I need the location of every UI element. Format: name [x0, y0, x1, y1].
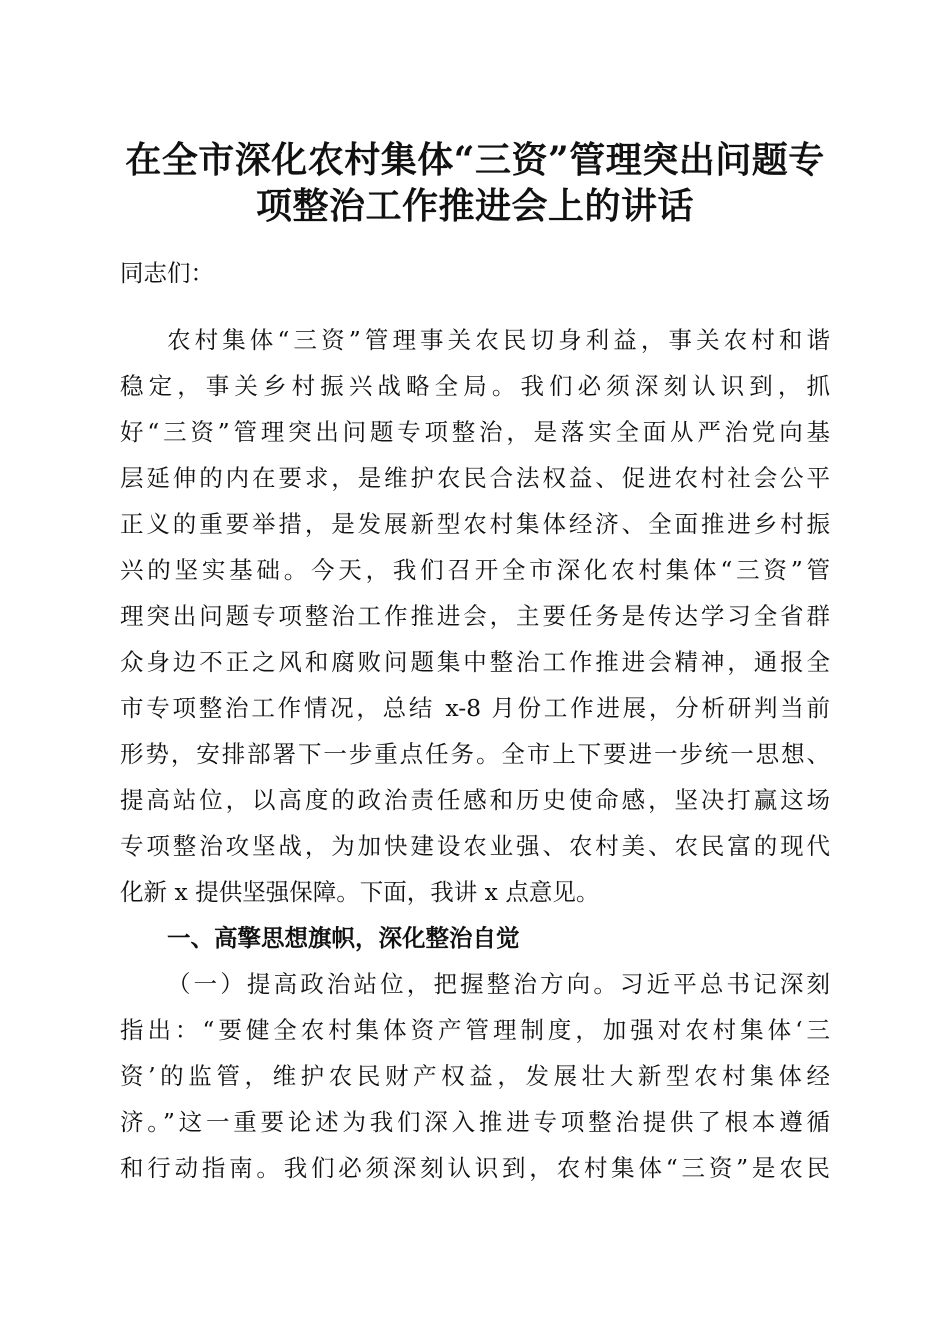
document-title-line-1: 在全市深化农村集体“三资”管理突出问题专 — [125, 139, 825, 181]
paragraph-1-line: 化新 x 提供坚强保障。下面，我讲 x 点意见。 — [120, 878, 600, 906]
paragraph-2-line: （一）提高政治站位，把握整治方向。习近平总书记深刻 — [167, 970, 830, 998]
paragraph-1-line: 农村集体“三资”管理事关农民切身利益，事关农村和谐 — [167, 326, 830, 354]
paragraph-1-line: 理突出问题专项整治工作推进会，主要任务是传达学习全省群 — [120, 602, 830, 630]
section-heading-1: 一、高擎思想旗帜，深化整治自觉 — [167, 924, 520, 952]
paragraph-2-line: 济。”这一重要论述为我们深入推进专项整治提供了根本遵循 — [120, 1108, 830, 1136]
document-title-line-2: 项整治工作推进会上的讲话 — [255, 185, 694, 227]
paragraph-1-line: 正义的重要举措，是发展新型农村集体经济、全面推进乡村振 — [120, 510, 830, 538]
paragraph-1-line: 提高站位，以高度的政治责任感和历史使命感，坚决打赢这场 — [120, 786, 830, 814]
paragraph-1-line: 层延伸的内在要求，是维护农民合法权益、促进农村社会公平 — [120, 464, 830, 492]
paragraph-2-line: 指出：“要健全农村集体资产管理制度，加强对农村集体‘三 — [120, 1016, 830, 1044]
paragraph-1-line: 形势，安排部署下一步重点任务。全市上下要进一步统一思想、 — [120, 740, 830, 768]
paragraph-2-line: 和行动指南。我们必须深刻认识到，农村集体“三资”是农民 — [120, 1154, 830, 1182]
paragraph-1-line: 稳定，事关乡村振兴战略全局。我们必须深刻认识到，抓 — [120, 372, 830, 400]
paragraph-1-line: 众身边不正之风和腐败问题集中整治工作推进会精神，通报全 — [120, 648, 830, 676]
paragraph-1-line: 好“三资”管理突出问题专项整治，是落实全面从严治党向基 — [120, 418, 830, 446]
paragraph-1-line: 市专项整治工作情况，总结 x-8 月份工作进展，分析研判当前 — [120, 694, 830, 722]
paragraph-1-line: 兴的坚实基础。今天，我们召开全市深化农村集体“三资”管 — [120, 556, 830, 584]
paragraph-2-line: 资’的监管，维护农民财产权益，发展壮大新型农村集体经 — [120, 1062, 830, 1090]
greeting: 同志们： — [120, 259, 214, 287]
paragraph-1-line: 专项整治攻坚战，为加快建设农业强、农村美、农民富的现代 — [120, 832, 830, 860]
